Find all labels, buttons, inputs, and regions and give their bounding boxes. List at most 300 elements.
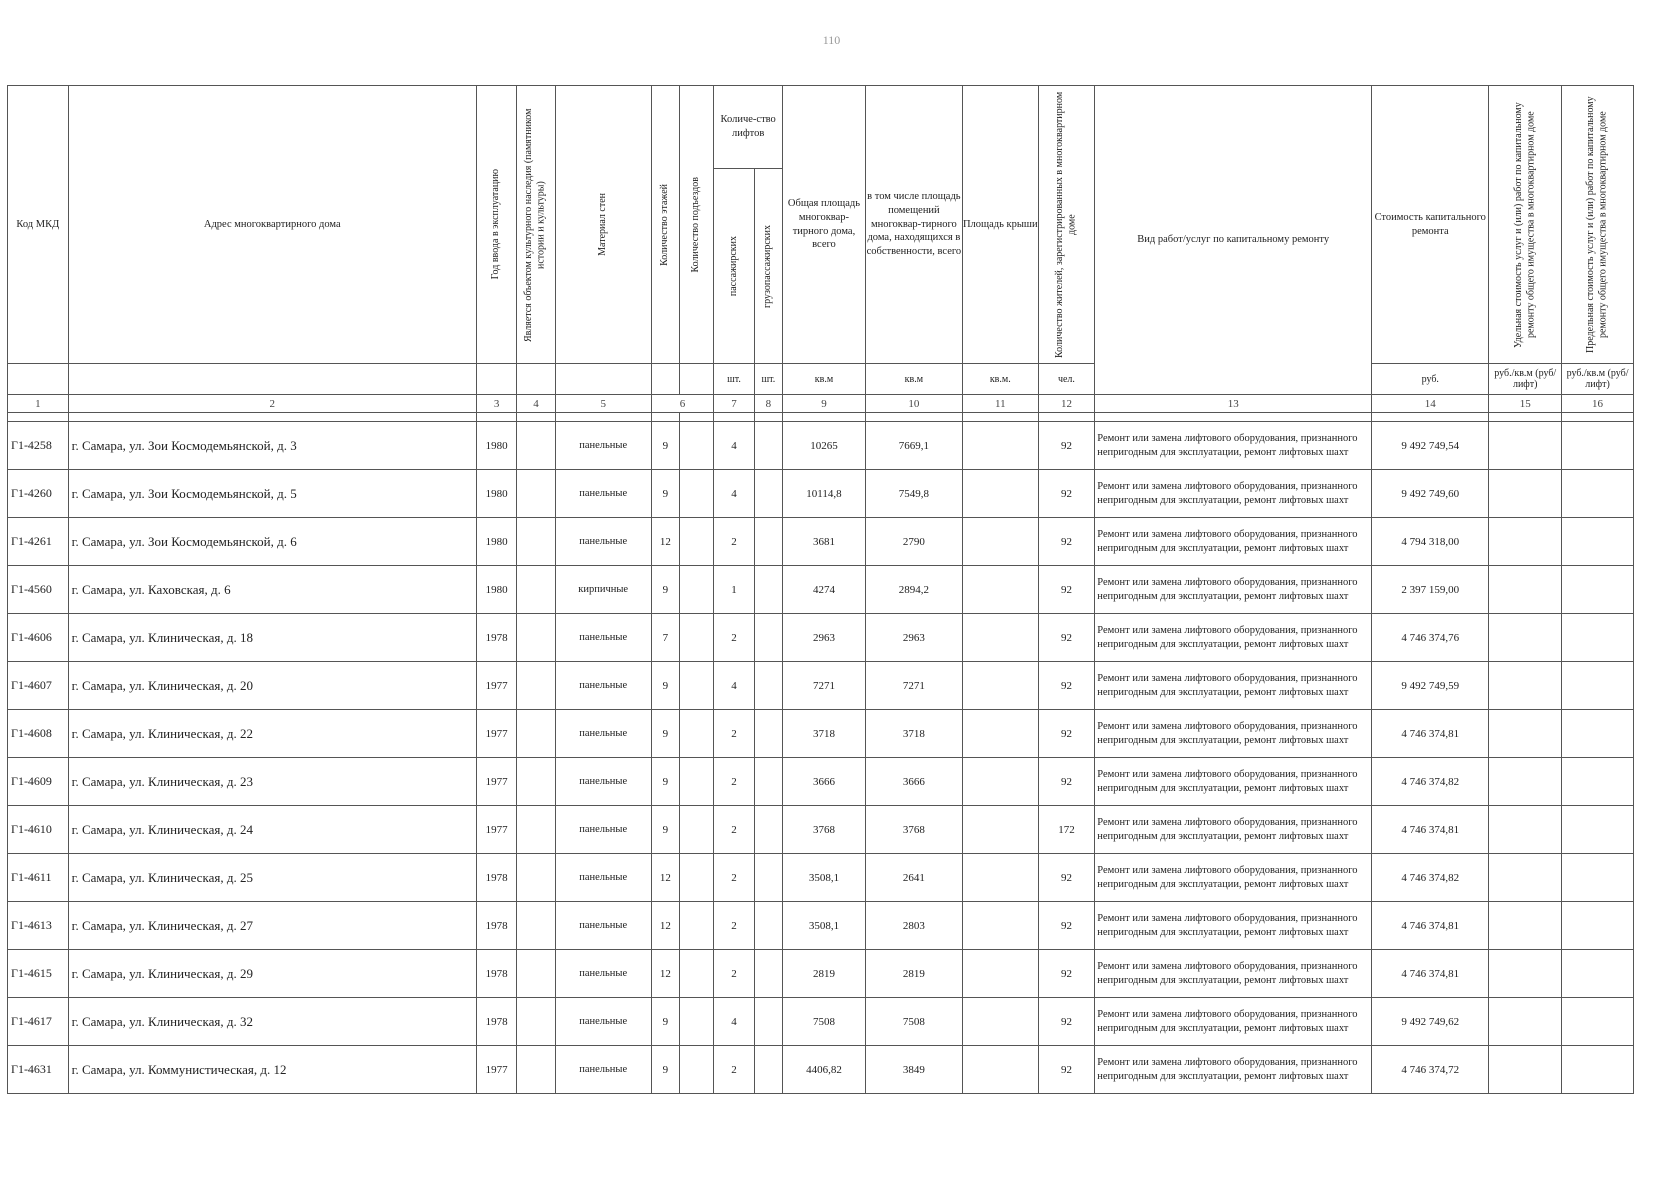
unit-cell (651, 364, 679, 395)
table-row (8, 566, 1634, 614)
unit-cost-cell (1489, 1046, 1562, 1094)
header-floors (651, 86, 679, 364)
residents-cell: 172 (1038, 806, 1095, 854)
table-row (8, 518, 1634, 566)
table-row (8, 902, 1634, 950)
address-cell: г. Самара, ул. Зои Космодемьянской, д. 5 (68, 470, 476, 518)
repair-cost-cell: 4 746 374,82 (1372, 854, 1489, 902)
repair-cost-cell: 9 492 749,59 (1372, 662, 1489, 710)
passenger-lifts-cell: 2 (714, 902, 754, 950)
year-cell: 1978 (476, 998, 516, 1046)
entrances-cell (679, 854, 713, 902)
freight-lifts-cell (754, 710, 782, 758)
residents-cell: 92 (1038, 902, 1095, 950)
owned-area-cell: 7508 (865, 998, 962, 1046)
residents-cell: 92 (1038, 950, 1095, 998)
work-type-cell: Ремонт или замена лифтового оборудования, признанного непригодным для эксплуатации, ремонт лифтовых шахт (1095, 998, 1372, 1046)
freight-lifts-cell (754, 950, 782, 998)
floors-cell: 12 (651, 518, 679, 566)
capital-repair-table (7, 85, 1634, 1094)
work-type-cell: Ремонт или замена лифтового оборудования, признанного непригодным для эксплуатации, ремонт лифтовых шахт (1095, 854, 1372, 902)
floors-cell: 9 (651, 806, 679, 854)
work-type-cell: Ремонт или замена лифтового оборудования, признанного непригодным для эксплуатации, ремонт лифтовых шахт (1095, 950, 1372, 998)
owned-area-cell: 7669,1 (865, 422, 962, 470)
roof-area-cell (962, 710, 1038, 758)
owned-area-cell: 3666 (865, 758, 962, 806)
house-code-cell: Г1-4560 (8, 566, 69, 614)
floors-cell: 12 (651, 950, 679, 998)
spacer-cell (1038, 413, 1095, 422)
header-heritage (517, 86, 555, 364)
limit-cost-cell (1562, 902, 1634, 950)
spacer-cell (783, 413, 866, 422)
entrances-cell (679, 566, 713, 614)
unit-cell (555, 364, 651, 395)
roof-area-cell (962, 806, 1038, 854)
roof-area-cell (962, 950, 1038, 998)
residents-cell: 92 (1038, 662, 1095, 710)
column-number: 13 (1095, 395, 1372, 413)
header-year-label: Год ввода в эксплуатацию (490, 169, 502, 280)
column-number: 4 (517, 395, 555, 413)
floors-cell: 12 (651, 854, 679, 902)
owned-area-cell: 2803 (865, 902, 962, 950)
entrances-cell (679, 998, 713, 1046)
limit-cost-cell (1562, 998, 1634, 1046)
unit-cost-cell (1489, 566, 1562, 614)
residents-cell: 92 (1038, 566, 1095, 614)
total-area-cell: 7271 (783, 662, 866, 710)
house-code-cell: Г1-4615 (8, 950, 69, 998)
table-row (8, 758, 1634, 806)
limit-cost-cell (1562, 710, 1634, 758)
year-cell: 1978 (476, 902, 516, 950)
freight-lifts-cell (754, 806, 782, 854)
unit-cell (679, 364, 713, 395)
house-code-cell: Г1-4606 (8, 614, 69, 662)
house-code-cell: Г1-4260 (8, 470, 69, 518)
floors-cell: 9 (651, 998, 679, 1046)
work-type-cell: Ремонт или замена лифтового оборудования, признанного непригодным для эксплуатации, ремонт лифтовых шахт (1095, 470, 1372, 518)
year-cell: 1980 (476, 422, 516, 470)
table-row (8, 998, 1634, 1046)
work-type-cell: Ремонт или замена лифтового оборудования, признанного непригодным для эксплуатации, ремонт лифтовых шахт (1095, 710, 1372, 758)
spacer-cell (865, 413, 962, 422)
header-lifts-passenger (714, 169, 754, 364)
header-unit-cost (1489, 86, 1562, 364)
limit-cost-cell (1562, 806, 1634, 854)
spacer-cell (1489, 413, 1562, 422)
table-row (8, 1046, 1634, 1094)
passenger-lifts-cell: 2 (714, 518, 754, 566)
house-code-cell: Г1-4613 (8, 902, 69, 950)
residents-cell: 92 (1038, 854, 1095, 902)
repair-cost-cell: 4 746 374,81 (1372, 902, 1489, 950)
unit-cost-cell (1489, 806, 1562, 854)
spacer-cell (476, 413, 516, 422)
wall-material-cell: панельные (555, 710, 651, 758)
year-cell: 1977 (476, 806, 516, 854)
owned-area-cell: 2963 (865, 614, 962, 662)
passenger-lifts-cell: 4 (714, 422, 754, 470)
unit-pcs-passenger: шт. (714, 364, 754, 395)
floors-cell: 9 (651, 710, 679, 758)
repair-cost-cell: 9 492 749,54 (1372, 422, 1489, 470)
spacer-cell (8, 413, 69, 422)
limit-cost-cell (1562, 614, 1634, 662)
spacer-cell (517, 413, 555, 422)
header-heritage-label: Является объектом культурного наследия (памятником истории и культуры) (523, 107, 547, 342)
repair-cost-cell: 4 746 374,76 (1372, 614, 1489, 662)
header-code: Код МКД (8, 86, 69, 364)
header-address: Адрес многоквартирного дома (68, 86, 476, 364)
spacer-cell (962, 413, 1038, 422)
house-code-cell: Г1-4611 (8, 854, 69, 902)
unit-rub-per-sqm: руб./кв.м (руб/лифт) (1489, 364, 1562, 395)
unit-cost-cell (1489, 662, 1562, 710)
column-number: 10 (865, 395, 962, 413)
column-number: 7 (714, 395, 754, 413)
heritage-cell (517, 422, 555, 470)
page-number: 110 (822, 33, 841, 47)
wall-material-cell: панельные (555, 854, 651, 902)
unit-cell (476, 364, 516, 395)
residents-cell: 92 (1038, 998, 1095, 1046)
spacer-cell (1562, 413, 1634, 422)
year-cell: 1977 (476, 758, 516, 806)
entrances-cell (679, 950, 713, 998)
unit-cell (8, 364, 69, 395)
unit-cost-cell (1489, 902, 1562, 950)
work-type-cell: Ремонт или замена лифтового оборудования, признанного непригодным для эксплуатации, ремонт лифтовых шахт (1095, 518, 1372, 566)
passenger-lifts-cell: 4 (714, 998, 754, 1046)
freight-lifts-cell (754, 662, 782, 710)
heritage-cell (517, 662, 555, 710)
freight-lifts-cell (754, 998, 782, 1046)
passenger-lifts-cell: 2 (714, 710, 754, 758)
floors-cell: 7 (651, 614, 679, 662)
header-total-area: Общая площадь многоквар-тирного дома, всего (783, 86, 866, 364)
spacer-cell (1095, 413, 1372, 422)
total-area-cell: 2963 (783, 614, 866, 662)
table-row (8, 950, 1634, 998)
header-wall-material-label: Материал стен (596, 193, 608, 256)
heritage-cell (517, 518, 555, 566)
repair-cost-cell: 4 746 374,72 (1372, 1046, 1489, 1094)
header-roof-area: Площадь крыши (962, 86, 1038, 364)
table-row (8, 854, 1634, 902)
entrances-cell (679, 422, 713, 470)
wall-material-cell: панельные (555, 518, 651, 566)
floors-cell: 9 (651, 758, 679, 806)
header-lifts-passenger-label: пассажирских (727, 235, 739, 297)
column-number: 16 (1562, 395, 1634, 413)
freight-lifts-cell (754, 422, 782, 470)
passenger-lifts-cell: 2 (714, 950, 754, 998)
repair-cost-cell: 4 794 318,00 (1372, 518, 1489, 566)
total-area-cell: 7508 (783, 998, 866, 1046)
limit-cost-cell (1562, 662, 1634, 710)
header-year (476, 86, 516, 364)
table-row (8, 470, 1634, 518)
repair-cost-cell: 4 746 374,82 (1372, 758, 1489, 806)
unit-sqm-owned: кв.м (865, 364, 962, 395)
owned-area-cell: 2894,2 (865, 566, 962, 614)
residents-cell: 92 (1038, 758, 1095, 806)
freight-lifts-cell (754, 614, 782, 662)
repair-cost-cell: 4 746 374,81 (1372, 806, 1489, 854)
floors-cell: 9 (651, 662, 679, 710)
heritage-cell (517, 566, 555, 614)
work-type-cell: Ремонт или замена лифтового оборудования, признанного непригодным для эксплуатации, ремонт лифтовых шахт (1095, 758, 1372, 806)
unit-sqm-total: кв.м (783, 364, 866, 395)
roof-area-cell (962, 422, 1038, 470)
total-area-cell: 3666 (783, 758, 866, 806)
unit-cost-cell (1489, 710, 1562, 758)
year-cell: 1978 (476, 614, 516, 662)
passenger-lifts-cell: 1 (714, 566, 754, 614)
total-area-cell: 10265 (783, 422, 866, 470)
table-row (8, 662, 1634, 710)
spacer-cell (754, 413, 782, 422)
address-cell: г. Самара, ул. Клиническая, д. 20 (68, 662, 476, 710)
residents-cell: 92 (1038, 422, 1095, 470)
column-number: 14 (1372, 395, 1489, 413)
table-row (8, 614, 1634, 662)
roof-area-cell (962, 1046, 1038, 1094)
column-numbers-row (8, 395, 1634, 413)
header-lifts-group: Количе-ство лифтов (714, 86, 783, 169)
freight-lifts-cell (754, 854, 782, 902)
address-cell: г. Самара, ул. Клиническая, д. 24 (68, 806, 476, 854)
limit-cost-cell (1562, 758, 1634, 806)
freight-lifts-cell (754, 518, 782, 566)
freight-lifts-cell (754, 902, 782, 950)
address-cell: г. Самара, ул. Зои Космодемьянской, д. 6 (68, 518, 476, 566)
unit-cost-cell (1489, 470, 1562, 518)
wall-material-cell: панельные (555, 422, 651, 470)
residents-cell: 92 (1038, 710, 1095, 758)
heritage-cell (517, 806, 555, 854)
floors-cell: 9 (651, 422, 679, 470)
work-type-cell: Ремонт или замена лифтового оборудования, признанного непригодным для эксплуатации, ремонт лифтовых шахт (1095, 614, 1372, 662)
limit-cost-cell (1562, 950, 1634, 998)
limit-cost-cell (1562, 422, 1634, 470)
header-cost: Стоимость капитального ремонта (1372, 86, 1489, 364)
roof-area-cell (962, 902, 1038, 950)
entrances-cell (679, 806, 713, 854)
passenger-lifts-cell: 2 (714, 1046, 754, 1094)
freight-lifts-cell (754, 1046, 782, 1094)
house-code-cell: Г1-4609 (8, 758, 69, 806)
residents-cell: 92 (1038, 1046, 1095, 1094)
freight-lifts-cell (754, 566, 782, 614)
column-number: 9 (783, 395, 866, 413)
address-cell: г. Самара, ул. Клиническая, д. 22 (68, 710, 476, 758)
total-area-cell: 3768 (783, 806, 866, 854)
wall-material-cell: панельные (555, 614, 651, 662)
address-cell: г. Самара, ул. Коммунистическая, д. 12 (68, 1046, 476, 1094)
spacer-cell (68, 413, 476, 422)
header-entrances (679, 86, 713, 364)
owned-area-cell: 2790 (865, 518, 962, 566)
header-floors-label: Количество этажей (659, 183, 671, 266)
spacer-cell (714, 413, 754, 422)
roof-area-cell (962, 998, 1038, 1046)
heritage-cell (517, 758, 555, 806)
roof-area-cell (962, 566, 1038, 614)
unit-rub: руб. (1372, 364, 1489, 395)
house-code-cell: Г1-4608 (8, 710, 69, 758)
roof-area-cell (962, 518, 1038, 566)
house-code-cell: Г1-4258 (8, 422, 69, 470)
spacer-cell (1372, 413, 1489, 422)
limit-cost-cell (1562, 566, 1634, 614)
owned-area-cell: 7549,8 (865, 470, 962, 518)
floors-cell: 9 (651, 1046, 679, 1094)
repair-cost-cell: 9 492 749,60 (1372, 470, 1489, 518)
column-number: 5 (555, 395, 651, 413)
entrances-cell (679, 470, 713, 518)
heritage-cell (517, 710, 555, 758)
header-limit-cost (1562, 86, 1634, 364)
year-cell: 1978 (476, 950, 516, 998)
work-type-cell: Ремонт или замена лифтового оборудования, признанного непригодным для эксплуатации, ремонт лифтовых шахт (1095, 566, 1372, 614)
year-cell: 1980 (476, 518, 516, 566)
unit-cell (517, 364, 555, 395)
total-area-cell: 4274 (783, 566, 866, 614)
year-cell: 1978 (476, 854, 516, 902)
work-type-cell: Ремонт или замена лифтового оборудования, признанного непригодным для эксплуатации, ремонт лифтовых шахт (1095, 1046, 1372, 1094)
total-area-cell: 3681 (783, 518, 866, 566)
column-number: 2 (68, 395, 476, 413)
unit-cost-cell (1489, 854, 1562, 902)
header-entrances-label: Количество подъездов (690, 176, 702, 273)
entrances-cell (679, 518, 713, 566)
heritage-cell (517, 902, 555, 950)
header-lifts-freight (754, 169, 782, 364)
owned-area-cell: 3718 (865, 710, 962, 758)
address-cell: г. Самара, ул. Клиническая, д. 29 (68, 950, 476, 998)
column-number: 11 (962, 395, 1038, 413)
column-number: 3 (476, 395, 516, 413)
unit-cell (68, 364, 476, 395)
header-owned-area: в том числе площадь помещений многоквар-тирного дома, находящихся в собственности, всего (865, 86, 962, 364)
table-body (8, 395, 1634, 1094)
wall-material-cell: панельные (555, 950, 651, 998)
address-cell: г. Самара, ул. Зои Космодемьянской, д. 3 (68, 422, 476, 470)
work-type-cell: Ремонт или замена лифтового оборудования, признанного непригодным для эксплуатации, ремонт лифтовых шахт (1095, 422, 1372, 470)
header-work-type: Вид работ/услуг по капитальному ремонту (1095, 86, 1372, 395)
table-row (8, 806, 1634, 854)
unit-cost-cell (1489, 518, 1562, 566)
unit-sqm-roof: кв.м. (962, 364, 1038, 395)
address-cell: г. Самара, ул. Клиническая, д. 23 (68, 758, 476, 806)
floors-cell: 9 (651, 566, 679, 614)
column-number: 15 (1489, 395, 1562, 413)
unit-rub-per-sqm: руб./кв.м (руб/лифт) (1562, 364, 1634, 395)
work-type-cell: Ремонт или замена лифтового оборудования, признанного непригодным для эксплуатации, ремонт лифтовых шахт (1095, 662, 1372, 710)
unit-cost-cell (1489, 950, 1562, 998)
unit-cost-cell (1489, 758, 1562, 806)
total-area-cell: 3718 (783, 710, 866, 758)
unit-cost-cell (1489, 998, 1562, 1046)
passenger-lifts-cell: 4 (714, 662, 754, 710)
repair-cost-cell: 9 492 749,62 (1372, 998, 1489, 1046)
wall-material-cell: панельные (555, 758, 651, 806)
residents-cell: 92 (1038, 518, 1095, 566)
freight-lifts-cell (754, 470, 782, 518)
work-type-cell: Ремонт или замена лифтового оборудования, признанного непригодным для эксплуатации, ремонт лифтовых шахт (1095, 902, 1372, 950)
residents-cell: 92 (1038, 614, 1095, 662)
wall-material-cell: панельные (555, 998, 651, 1046)
heritage-cell (517, 950, 555, 998)
wall-material-cell: панельные (555, 902, 651, 950)
house-code-cell: Г1-4261 (8, 518, 69, 566)
roof-area-cell (962, 662, 1038, 710)
roof-area-cell (962, 758, 1038, 806)
floors-cell: 9 (651, 470, 679, 518)
wall-material-cell: панельные (555, 662, 651, 710)
total-area-cell: 4406,82 (783, 1046, 866, 1094)
address-cell: г. Самара, ул. Клиническая, д. 25 (68, 854, 476, 902)
header-unit-cost-label: Удельная стоимость услуг и (или) работ по капитальному ремонту общего имущества в многоквартирном доме (1512, 101, 1537, 348)
header-residents (1038, 86, 1095, 364)
passenger-lifts-cell: 4 (714, 470, 754, 518)
column-number: 8 (754, 395, 782, 413)
year-cell: 1980 (476, 470, 516, 518)
year-cell: 1977 (476, 662, 516, 710)
address-cell: г. Самара, ул. Клиническая, д. 32 (68, 998, 476, 1046)
owned-area-cell: 7271 (865, 662, 962, 710)
heritage-cell (517, 1046, 555, 1094)
owned-area-cell: 3768 (865, 806, 962, 854)
entrances-cell (679, 662, 713, 710)
passenger-lifts-cell: 2 (714, 806, 754, 854)
entrances-cell (679, 710, 713, 758)
owned-area-cell: 2819 (865, 950, 962, 998)
header-residents-label: Количество жителей, зарегистрированных в многоквартирном доме (1053, 91, 1078, 358)
owned-area-cell: 2641 (865, 854, 962, 902)
house-code-cell: Г1-4610 (8, 806, 69, 854)
total-area-cell: 3508,1 (783, 902, 866, 950)
heritage-cell (517, 998, 555, 1046)
year-cell: 1977 (476, 710, 516, 758)
house-code-cell: Г1-4617 (8, 998, 69, 1046)
address-cell: г. Самара, ул. Каховская, д. 6 (68, 566, 476, 614)
limit-cost-cell (1562, 470, 1634, 518)
heritage-cell (517, 854, 555, 902)
unit-pcs-freight: шт. (754, 364, 782, 395)
column-number: 6 (651, 395, 714, 413)
passenger-lifts-cell: 2 (714, 854, 754, 902)
heritage-cell (517, 614, 555, 662)
entrances-cell (679, 614, 713, 662)
year-cell: 1977 (476, 1046, 516, 1094)
unit-cost-cell (1489, 422, 1562, 470)
table-row (8, 710, 1634, 758)
spacer-row (8, 413, 1634, 422)
entrances-cell (679, 758, 713, 806)
roof-area-cell (962, 470, 1038, 518)
wall-material-cell: панельные (555, 1046, 651, 1094)
total-area-cell: 2819 (783, 950, 866, 998)
wall-material-cell: кирпичные (555, 566, 651, 614)
address-cell: г. Самара, ул. Клиническая, д. 18 (68, 614, 476, 662)
year-cell: 1980 (476, 566, 516, 614)
residents-cell: 92 (1038, 470, 1095, 518)
passenger-lifts-cell: 2 (714, 758, 754, 806)
